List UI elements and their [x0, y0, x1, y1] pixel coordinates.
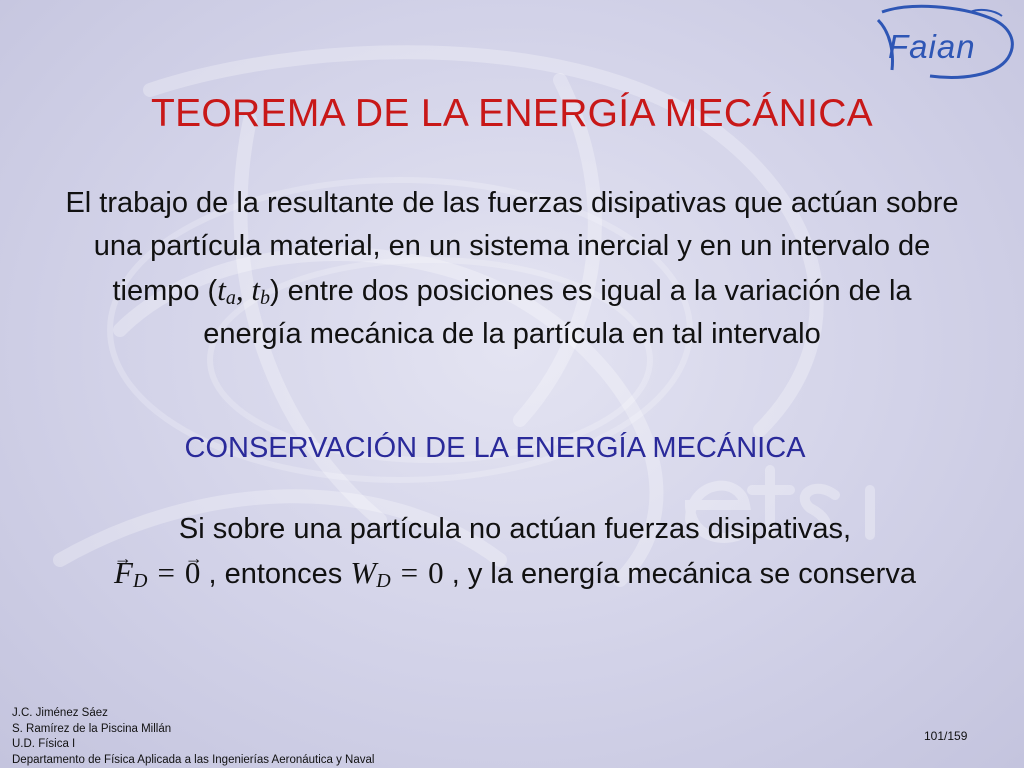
conservation-middle: , entonces — [208, 558, 343, 590]
time-separator: , — [235, 272, 252, 307]
author-line: S. Ramírez de la Piscina Millán — [12, 722, 172, 735]
equals-sign-2: = — [400, 555, 419, 590]
zero-vector: → 0 — [185, 551, 201, 594]
theorem-text-end: ) entre dos posiciones es igual a la variación de la energía mecánica de la partícula en tal intervalo — [203, 275, 912, 350]
equals-sign-1: = — [157, 555, 175, 590]
force-symbol: → $F_D$ — [114, 555, 147, 590]
course-line: U.D. Física I — [12, 738, 76, 750]
page-number: 101/159 — [924, 729, 968, 743]
theorem-text-start: El trabajo de la resultante de las fuerzas disipativas que actúan sobre una partícula material, en un sistema inercial y en un intervalo de tiempo ( — [65, 187, 959, 307]
author-line: J.C. Jiménez Sáez — [12, 707, 108, 719]
author-credits — [12, 706, 374, 768]
work-symbol: $W_D$ — [350, 555, 391, 592]
slide-title: TEOREMA DE LA ENERGÍA MECÁNICA — [150, 92, 873, 135]
conservation-line1: Si sobre una partícula no actúan fuerzas disipativas, — [178, 513, 852, 545]
time-start-symbol: $t_a$ — [217, 272, 236, 309]
theorem-statement — [60, 182, 964, 356]
zero-scalar: 0 — [428, 555, 444, 590]
department-line: Departamento de Física Aplicada a las Ingenierías Aeronáutica y Naval — [12, 753, 375, 766]
conservation-end: , y la energía mecánica se conserva — [451, 558, 916, 590]
conservation-statement — [80, 508, 950, 596]
section-subtitle: CONSERVACIÓN DE LA ENERGÍA MECÁNICA — [184, 432, 806, 464]
time-end-symbol: $t_b$ — [251, 272, 270, 309]
logo-text: Faian — [888, 28, 976, 65]
